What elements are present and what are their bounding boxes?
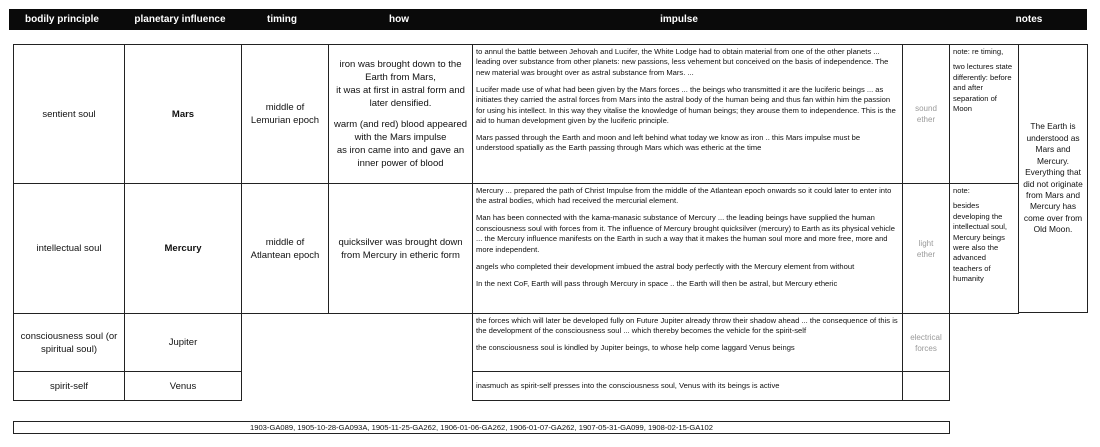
impulse-sentient-para-1: to annul the battle between Jehovah and Lucifer, the White Lodge had to obtain material from one of the other planets ... leading over substance from other planets: new passions, less vehement but conceived on the basis of independence. The new material was brought over as astral substance from Mars. ... — [476, 47, 889, 77]
cell-timing-sentient — [241, 44, 329, 184]
note-intellectual-line-2: besides developing the intellectual soul, Mercury beings were also the advanced teachers of humanity — [953, 201, 1008, 284]
table-header — [9, 9, 1087, 30]
cell-planet-mars — [124, 44, 242, 184]
cell-impulse-sentient — [472, 44, 903, 184]
cell-ether-electrical — [902, 313, 950, 372]
how-intellectual-text: quicksilver was brought down from Mercury in etheric form — [338, 236, 463, 261]
header-impulse: impulse — [660, 14, 698, 25]
header-how: how — [389, 14, 409, 25]
principle-spiritself-text: spirit-self — [49, 380, 88, 392]
cell-ether-sound — [902, 44, 950, 184]
note-sentient-line-2: two lectures state differently: before and after separation of Moon — [953, 62, 1013, 114]
timing-sentient-text: middle of Lemurian epoch — [250, 102, 320, 126]
cell-note-intellectual — [949, 183, 1019, 314]
impulse-intellectual-para-4: In the next CoF, Earth will pass through Mercury in space .. the Earth will then be astral, but Mercury etheric — [476, 278, 838, 288]
note-intellectual-line-1: note: — [953, 186, 970, 195]
principle-consciousness-text: consciousness soul (or spiritual soul) — [20, 330, 118, 355]
planet-mercury-text: Mercury — [164, 243, 202, 254]
planet-venus-text: Venus — [169, 380, 197, 392]
planet-mars-text: Mars — [171, 108, 195, 120]
impulse-consciousness-para-1: the forces which will later be developed fully on Future Jupiter already throw their shadow ahead ... the consequence of this is the development of the consciousness soul ... which thereby becomes the vehicle for the spirit-self — [476, 316, 898, 336]
cell-side-note — [1018, 44, 1088, 313]
principle-sentient-text: sentient soul — [42, 108, 96, 120]
cell-impulse-consciousness — [472, 313, 903, 372]
cell-planet-venus — [124, 371, 242, 401]
cell-planet-mercury — [124, 183, 242, 314]
principle-intellectual-text: intellectual soul — [36, 243, 102, 254]
how-sentient-line-2: it was at first in astral form and later densified. — [336, 85, 465, 109]
header-timing: timing — [267, 14, 297, 25]
note-sentient-line-1: note: re timing, — [953, 47, 1004, 56]
timing-intellectual-text: middle of Atlantean epoch — [250, 236, 320, 261]
impulse-sentient-para-3: Mars passed through the Earth and moon and left behind what today we know as iron .. this Mars impulse must be understood spatially as the Earth passing through Mars which was etheric at the time — [476, 133, 861, 153]
header-bodily-principle: bodily principle — [25, 14, 99, 25]
ether-electrical-text: electrical forces — [910, 332, 942, 353]
impulse-intellectual-para-3: angels who completed their development imbued the astral body perfectly with the Mercury element from without — [476, 261, 855, 271]
cell-planet-jupiter — [124, 313, 242, 372]
header-planetary-influence: planetary influence — [134, 14, 226, 25]
header-notes: notes — [1015, 14, 1043, 25]
planet-jupiter-text: Jupiter — [168, 337, 198, 348]
impulse-intellectual-para-1: Mercury ... prepared the path of Christ Impulse from the middle of the Atlantean epoch onwards so it could later to enter into the astral bodies, which had received the mercurial element. — [476, 186, 892, 206]
impulse-sentient-para-2: Lucifer made use of what had been given by the Mars forces ... the beings who transmitted it are the luciferic beings ... as initiates they carried the astral forces from Mars into the astral body of the human being and thus fan within him the passion for using his intellect. In this way they vitalise the knowledge of human beings; they arouse them to independence. This is the aid to human development given by the luciferic principle. — [476, 84, 896, 126]
impulse-intellectual-para-2: Man has been connected with the kama-manasic substance of Mercury ... the leading beings have supplied the human consciousness soul with forces from it. The influence of Mercury brought quicksilver (mercury) to Earth as its physical vehicle ... the Mercury influence manifests on the Earth in such a way that it makes the human soul more and more free, more and more independent. — [476, 213, 895, 254]
how-sentient-line-3: warm (and red) blood appeared with the Mars impulse — [333, 119, 468, 143]
cell-note-sentient — [949, 44, 1019, 184]
cell-ether-empty — [902, 371, 950, 401]
ether-sound-text: sound ether — [915, 104, 937, 124]
cell-principle-intellectual — [13, 183, 125, 314]
cell-impulse-intellectual — [472, 183, 903, 314]
impulse-consciousness-para-2: the consciousness soul is kindled by Jupiter beings, to whose help come laggard Venus beings — [476, 343, 795, 353]
references-text: 1903-GA089, 1905-10-28-GA093A, 1905-11-25-GA262, 1906-01-06-GA262, 1906-01-07-GA262, 1907-05-31-GA099, 1908-02-15-GA102 — [250, 423, 713, 432]
impulse-spiritself-text: inasmuch as spirit-self presses into the consciousness soul, Venus with its beings is active — [476, 380, 780, 390]
cell-principle-spiritself — [13, 371, 125, 401]
side-note-text: The Earth is understood as Mars and Mercury. Everything that did not originate from Mars and Mercury has come over from Old Moon. — [1023, 121, 1083, 235]
ether-light-text: light ether — [916, 238, 936, 259]
cell-impulse-spiritself — [472, 371, 903, 401]
cell-timing-intellectual — [241, 183, 329, 314]
cell-how-sentient — [328, 44, 473, 184]
how-sentient-line-4: as iron came into and gave an inner power of blood — [336, 145, 465, 169]
cell-principle-consciousness — [13, 313, 125, 372]
cell-how-intellectual — [328, 183, 473, 314]
references-footer — [13, 421, 950, 434]
how-sentient-line-1: iron was brought down to the Earth from Mars, — [339, 59, 462, 83]
cell-ether-light — [902, 183, 950, 314]
cell-principle-sentient — [13, 44, 125, 184]
